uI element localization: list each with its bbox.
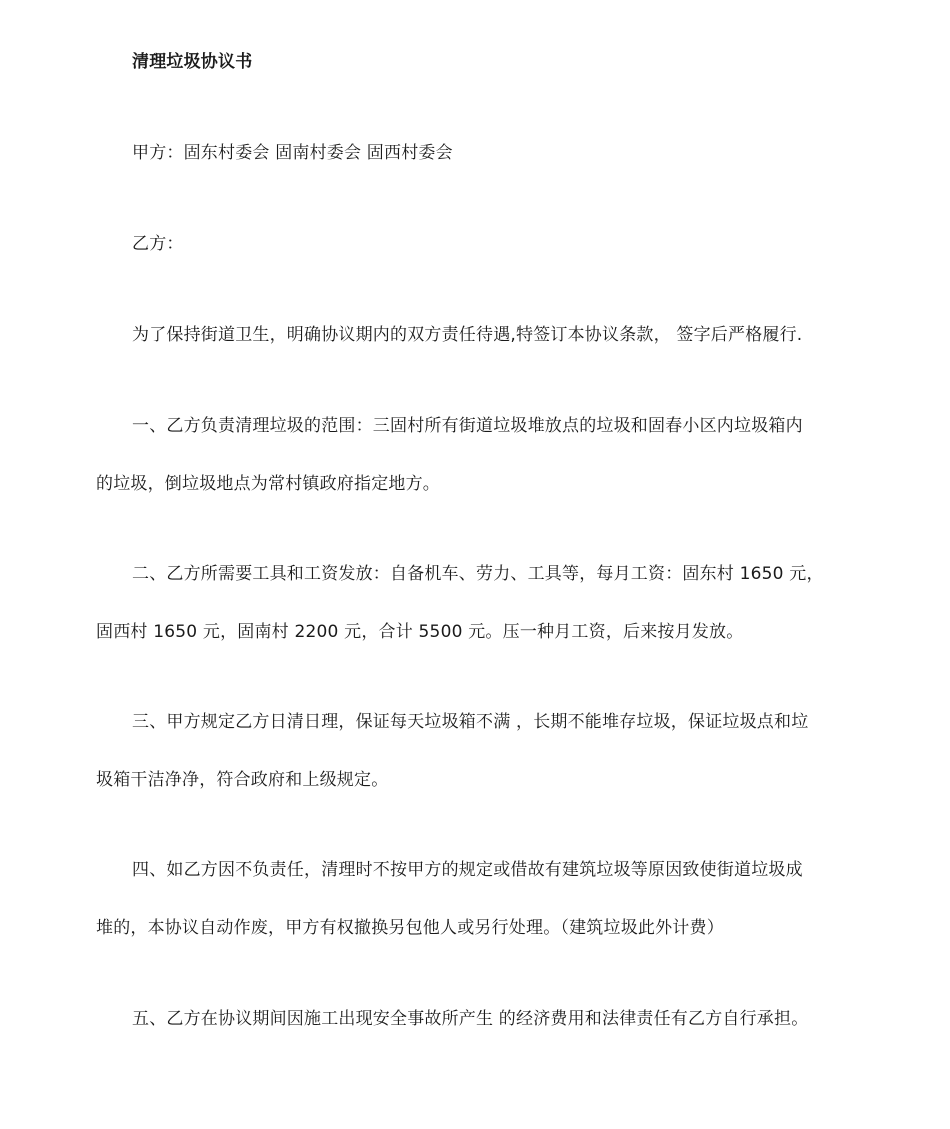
intro-paragraph: 为了保持街道卫生，明确协议期内的双方责任待遇,特签订本协议条款， 签字后严格履行. bbox=[132, 325, 803, 345]
clause-4-line-2: 堆的，本协议自动作废，甲方有权撤换另包他人或另行处理。（建筑垃圾此外计费） bbox=[96, 918, 724, 938]
clause-3-line-2: 圾箱干洁净净，符合政府和上级规定。 bbox=[96, 770, 389, 790]
party-a: 甲方：固东村委会 固南村委会 固西村委会 bbox=[132, 143, 453, 163]
clause-4-line-1: 四、如乙方因不负责任，清理时不按甲方的规定或借故有建筑垃圾等原因致使街道垃圾成 bbox=[132, 860, 803, 880]
clause-2-line-2: 固西村 1650 元，固南村 2200 元，合计 5500 元。压一种月工资，后来按月发放。 bbox=[96, 622, 744, 642]
clause-1-line-1: 一、乙方负责清理垃圾的范围：三固村所有街道垃圾堆放点的垃圾和固春小区内垃圾箱内 bbox=[132, 416, 803, 436]
document-title: 清理垃圾协议书 bbox=[132, 52, 253, 72]
clause-2-line-1: 二、乙方所需要工具和工资发放：自备机车、劳力、工具等，每月工资：固东村 1650 元， bbox=[132, 564, 824, 584]
clause-3-line-1: 三、甲方规定乙方日清日理，保证每天垃圾箱不满 ，长期不能堆存垃圾，保证垃圾点和垃 bbox=[132, 712, 809, 732]
clause-5-line-1: 五、乙方在协议期间因施工出现安全事故所产生 的经济费用和法律责任有乙方自行承担。 bbox=[132, 1009, 809, 1029]
party-b: 乙方： bbox=[132, 234, 184, 254]
clause-1-line-2: 的垃圾，倒垃圾地点为常村镇政府指定地方。 bbox=[96, 474, 440, 494]
